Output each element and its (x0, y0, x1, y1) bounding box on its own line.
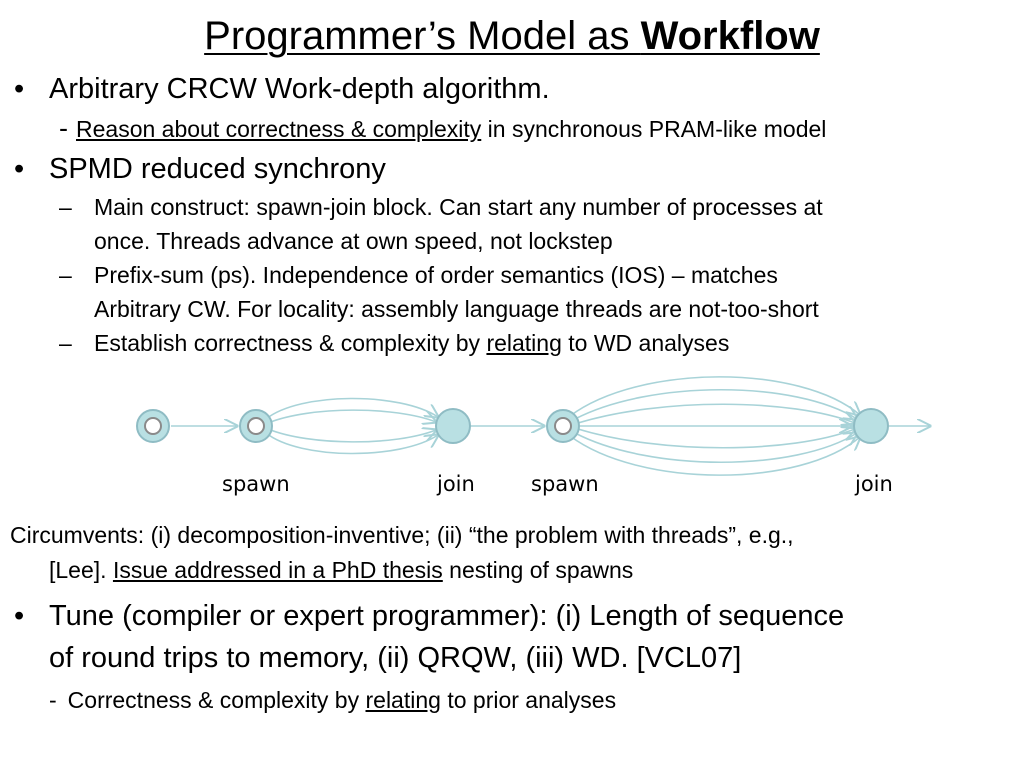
slide-title (0, 12, 1024, 60)
bullet-workdepth (0, 72, 1024, 106)
threads-block-1 (266, 398, 438, 453)
phd-thesis-link-text: Issue addressed in a PhD thesis (112, 557, 443, 583)
sub-main-construct-line1: Main construct: spawn-join block. Can start any number of processes at (94, 194, 823, 220)
thread-arc (268, 410, 436, 423)
circumvents-line2 (49, 557, 633, 584)
tune-line2: of round trips to memory, (ii) QRQW, (iii) WD. [VCL07] (49, 642, 742, 674)
join-node-1 (436, 409, 470, 443)
start-node (137, 410, 169, 442)
title-bold: Workflow (640, 14, 820, 58)
bullet-spmd (0, 152, 1024, 186)
bullet-marker: • (14, 153, 25, 185)
join-node-2 (854, 409, 888, 443)
thread-arc (570, 377, 860, 416)
sub-prefix-sum-line2: Arbitrary CW. For locality: assembly language threads are not-too-short (94, 296, 819, 322)
tune-sub-before: Correctness & complexity by (67, 687, 366, 713)
thread-arc (578, 404, 855, 423)
tune-sub-after: to prior analyses (440, 687, 617, 713)
sub-bullet-reason (59, 113, 826, 143)
establish-relating: relating (486, 330, 562, 356)
spawn-join-diagram (0, 370, 1024, 510)
label-spawn-1: spawn (222, 472, 290, 496)
sub-dash-3: – (59, 330, 72, 356)
sub-establish (94, 330, 729, 357)
spawn-node-1 (240, 410, 272, 442)
sub-main-construct-line2: once. Threads advance at own speed, not lockstep (94, 228, 613, 254)
threads-block-2 (570, 377, 860, 475)
bullet-text: SPMD reduced synchrony (49, 153, 386, 185)
bullet-marker: • (14, 73, 25, 105)
establish-after: to WD analyses (561, 330, 730, 356)
label-join-1: join (437, 472, 475, 496)
thread-arc (578, 429, 855, 448)
sub-prefix-sum-line1: Prefix-sum (ps). Independence of order semantics (IOS) – matches (94, 262, 778, 288)
bullet-marker: • (14, 600, 25, 632)
reason-rest: in synchronous PRAM-like model (481, 116, 827, 142)
spawn-node-2 (547, 410, 579, 442)
circumvents-line1: Circumvents: (i) decomposition-inventive; (ii) “the problem with threads”, e.g., (10, 522, 794, 548)
sub-dash: - (59, 113, 68, 143)
tune-sub-dash: - (49, 687, 57, 713)
bullet-tune (0, 599, 1024, 633)
bullet-text: Arbitrary CRCW Work-depth algorithm. (49, 73, 550, 105)
thread-arc (570, 436, 860, 475)
sub-dash-2: – (59, 262, 72, 288)
tune-line1: Tune (compiler or expert programmer): (i) Length of sequence (49, 600, 845, 632)
sub-dash-1: – (59, 194, 72, 220)
title-prefix: Programmer’s Model as (204, 14, 641, 58)
label-spawn-2: spawn (531, 472, 599, 496)
tune-sub-relating: relating (365, 687, 441, 713)
circumvents-before: [Lee]. (49, 557, 113, 583)
thread-arc (268, 429, 436, 442)
circumvents-after: nesting of spawns (442, 557, 634, 583)
label-join-2: join (855, 472, 893, 496)
reason-link-text: Reason about correctness & complexity (76, 116, 482, 142)
establish-before: Establish correctness & complexity by (94, 330, 487, 356)
tune-sub (49, 687, 616, 714)
